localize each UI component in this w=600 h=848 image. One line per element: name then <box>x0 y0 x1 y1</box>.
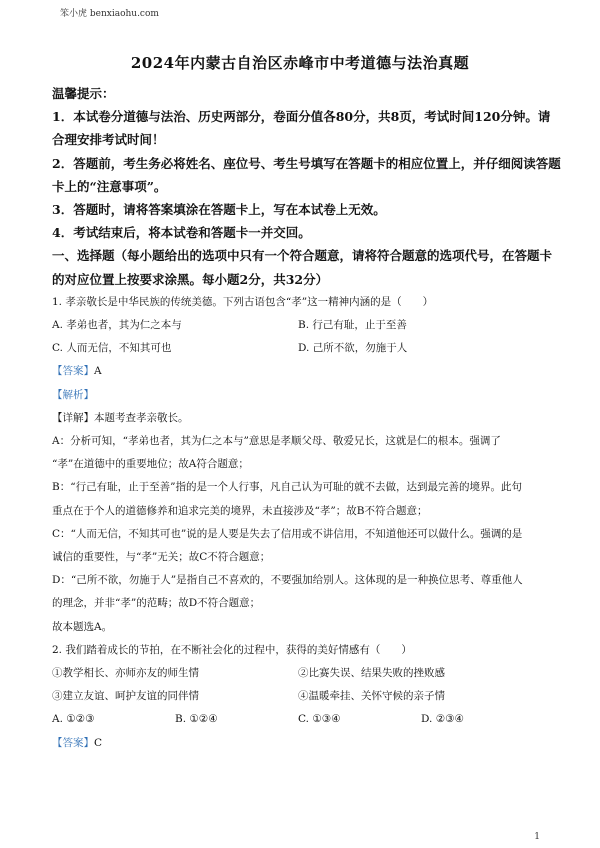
notice-line: 2．答题前，考生务必将姓名、座位号、考生号填写在答题卡的相应位置上，并仔细阅读答题 <box>52 155 561 171</box>
document-body <box>52 82 561 755</box>
question-2-items-row <box>52 662 552 685</box>
explanation-line: 的理念，并非“孝”的范畴；故D不符合题意； <box>52 597 261 610</box>
section-heading: 一、选择题（每小题给出的选项中只有一个符合题意，请将符合题意的选项代号，在答题卡 <box>52 248 553 264</box>
question-2-options-row <box>52 708 552 731</box>
page-number: 1 <box>534 832 540 842</box>
statement-2: ②比赛失误、结果失败的挫败感 <box>298 667 445 680</box>
notice-heading: 温馨提示： <box>52 86 115 101</box>
statement-1: ①教学相长、亦师亦友的师生情 <box>52 667 199 680</box>
option-c: C. 人而无信，不知其可也 <box>52 342 172 355</box>
analysis-tag: 【解析】 <box>52 388 94 401</box>
answer-tag: 【答案】 <box>52 736 94 749</box>
answer-value: C <box>94 736 103 749</box>
statement-3: ③建立友谊、呵护友谊的同伴情 <box>52 690 199 703</box>
question-1-options-row <box>52 337 552 360</box>
option-b: B. 行己有耻，止于至善 <box>298 319 407 332</box>
explanation-line: D：“己所不欲，勿施于人”是指自己不喜欢的，不要强加给别人。这体现的是一种换位思考、尊重他人 <box>52 574 523 587</box>
section-heading-cont: 的对应位置上按要求涂黑。每小题2分，共32分） <box>52 271 329 287</box>
question-1-answer <box>52 360 552 383</box>
question-1-stem: 1. 孝亲敬长是中华民族的传统美德。下列古语包含“孝”这一精神内涵的是（ ） <box>52 295 434 308</box>
question-1-analysis <box>52 384 552 407</box>
explanation-line: 诚信的重要性，与“孝”无关；故C不符合题意； <box>52 551 271 564</box>
watermark-text: 笨小虎 benxiaohu.com <box>60 9 159 19</box>
detail-intro: 本题考查孝亲敬长。 <box>94 411 189 424</box>
answer-value: A <box>94 365 102 378</box>
option-c: C. ①③④ <box>298 713 341 726</box>
option-a: A. 孝弟也者，其为仁之本与 <box>52 319 182 332</box>
question-2-items-row <box>52 685 552 708</box>
explanation-line: C：“人而无信，不知其可也”说的是人要是失去了信用或不讲信用，不知道他还可以做什么。强调的是 <box>52 527 523 540</box>
question-2-answer <box>52 732 552 755</box>
notice-line: 合理安排考试时间！ <box>52 132 165 148</box>
detail-tag: 【详解】 <box>52 411 94 424</box>
notice-line: 卡上的“注意事项”。 <box>52 178 167 194</box>
statement-4: ④温暖牵挂、关怀守候的亲子情 <box>298 690 445 703</box>
page-title: 2024年内蒙古自治区赤峰市中考道德与法治真题 <box>130 54 470 72</box>
option-a: A. ①②③ <box>52 713 95 726</box>
option-d: D. ②③④ <box>421 713 464 726</box>
explanation-line: 重点在于个人的道德修养和追求完美的境界，未直接涉及“孝”；故B不符合题意； <box>52 504 428 517</box>
notice-line: 3．答题时，请将答案填涂在答题卡上，写在本试卷上无效。 <box>52 202 386 218</box>
question-2-stem: 2. 我们踏着成长的节拍，在不断社会化的过程中，获得的美好情感有（ ） <box>52 643 412 656</box>
option-d: D. 己所不欲，勿施于人 <box>298 342 408 355</box>
answer-tag: 【答案】 <box>52 365 94 378</box>
explanation-line: B：“行己有耻，止于至善”指的是一个人行事，凡自己认为可耻的就不去做，达到最完善的境界。此句 <box>52 481 522 494</box>
notice-line: 4．考试结束后，将本试卷和答题卡一并交回。 <box>52 225 311 241</box>
question-1-detail <box>52 407 552 430</box>
question-1-options-row <box>52 314 552 337</box>
explanation-line: A：分析可知，“孝弟也者，其为仁之本与”意思是孝顺父母、敬爱兄长，这就是仁的根本。强调了 <box>52 435 501 448</box>
option-b: B. ①②④ <box>175 713 218 726</box>
explanation-line: “孝”在道德中的重要地位；故A符合题意； <box>52 458 249 471</box>
explanation-line: 故本题选A。 <box>52 620 113 633</box>
notice-line: 1．本试卷分道德与法治、历史两部分，卷面分值各80分，共8页，考试时间120分钟。请 <box>52 109 551 125</box>
